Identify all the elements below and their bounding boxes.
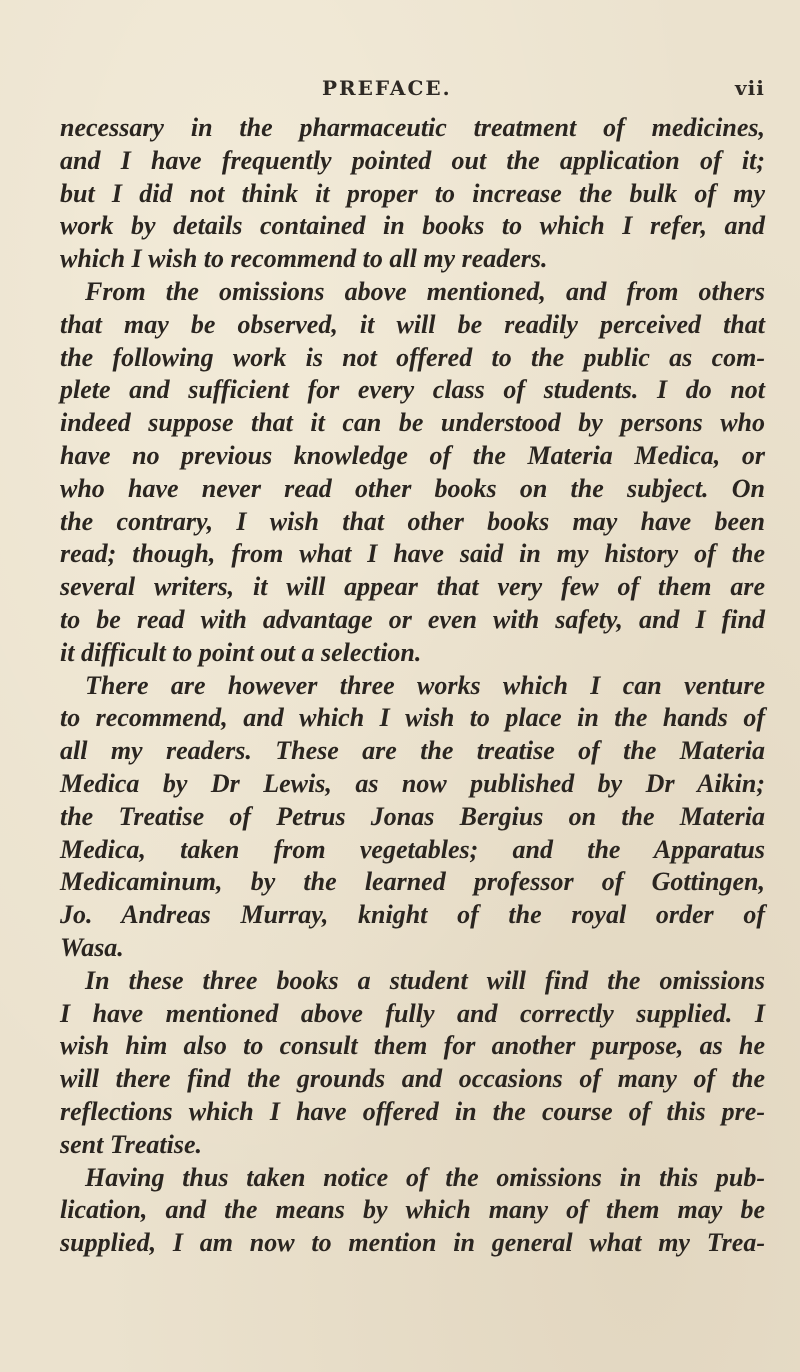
text-line: From the omissions above mentioned, and from others [85,276,765,306]
text-line: Medicaminum, by the learned professor of Gottingen, [60,867,765,897]
text-line: and I have frequently pointed out the application of it; [60,145,765,175]
text-line: all my readers. These are the treatise of the Materia [60,736,765,766]
page-header [0,70,800,110]
text-line: Having thus taken notice of the omissions in this pub- [85,1162,765,1192]
text-line: who have never read other books on the subject. On [60,473,765,503]
text-line: Medica by Dr Lewis, as now published by Dr Aikin; [60,768,765,798]
text-line: several writers, it will appear that very few of them are [60,572,765,602]
text-line: lication, and the means by which many of them may be [60,1195,765,1225]
text-line: I have mentioned above fully and correctly supplied. I [60,998,765,1028]
text-line: reflections which I have offered in the course of this pre- [60,1096,765,1126]
text-line: read; though, from what I have said in my history of the [60,539,765,569]
page-number: vii [735,76,765,100]
text-line: will there find the grounds and occasions of many of the [60,1064,765,1094]
text-line: the following work is not offered to the public as com- [60,342,765,372]
running-head: PREFACE. [322,76,452,100]
text-line: Jo. Andreas Murray, knight of the royal order of [60,900,765,930]
text-line: In these three books a student will find the omissions [85,965,765,995]
text-line: sent Treatise. [60,1129,203,1159]
text-line: which I wish to recommend to all my readers. [60,244,548,274]
text-line: that may be observed, it will be readily perceived that [60,309,765,339]
text-line: the Treatise of Petrus Jonas Bergius on the Materia [60,801,765,831]
text-line: There are however three works which I can venture [85,670,765,700]
body-text [60,112,765,1260]
text-line: necessary in the pharmaceutic treatment of medicines, [60,113,765,142]
text-line: wish him also to consult them for another purpose, as he [60,1031,765,1061]
text-line: plete and sufficient for every class of students. I do not [60,375,765,405]
text-line: the contrary, I wish that other books may have been [60,506,765,536]
text-line: but I did not think it proper to increase the bulk of my [60,178,765,208]
text-line: indeed suppose that it can be understood by persons who [60,408,765,438]
text-line: Medica, taken from vegetables; and the Apparatus [60,834,765,864]
text-line: work by details contained in books to which I refer, and [60,211,765,241]
text-line: have no previous knowledge of the Materia Medica, or [60,440,765,470]
text-line: to recommend, and which I wish to place in the hands of [60,703,765,733]
text-line: it difficult to point out a selection. [60,637,422,667]
text-line: Wasa. [60,932,124,962]
text-line: supplied, I am now to mention in general what my Trea- [60,1228,765,1258]
text-line: to be read with advantage or even with safety, and I find [60,604,765,634]
